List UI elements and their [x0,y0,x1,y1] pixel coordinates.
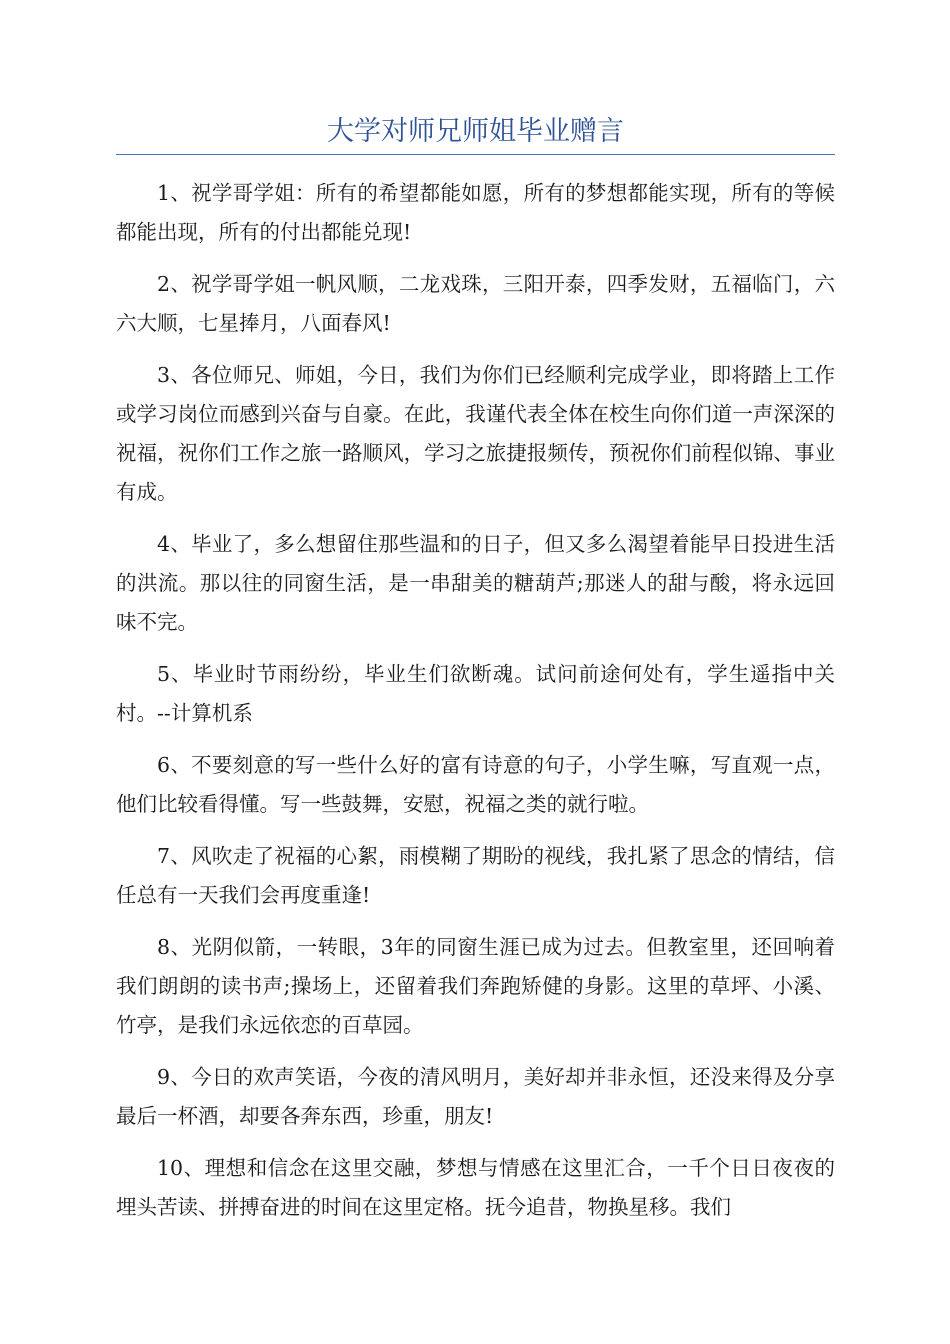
title-underline [116,154,835,155]
paragraph-1: 1、祝学哥学姐：所有的希望都能如愿，所有的梦想都能实现，所有的等候都能出现，所有的付出都能兑现! [116,181,835,244]
paragraph-7: 7、风吹走了祝福的心絮，雨模糊了期盼的视线，我扎紧了思念的情结，信任总有一天我们会再度重逢! [116,844,835,907]
paragraph-5: 5、毕业时节雨纷纷，毕业生们欲断魂。试问前途何处有，学生遥指中关村。--计算机系 [116,662,835,725]
document-title: 大学对师兄师姐毕业赠言 [327,116,624,147]
paragraph-10: 10、理想和信念在这里交融，梦想与情感在这里汇合，一千个日日夜夜的埋头苦读、拼搏奋进的时间在这里定格。抚今追昔，物换星移。我们 [116,1156,835,1219]
paragraph-9: 9、今日的欢声笑语，今夜的清风明月，美好却并非永恒，还没来得及分享最后一杯酒，却要各奔东西，珍重，朋友! [116,1065,835,1128]
paragraph-6: 6、不要刻意的写一些什么好的富有诗意的句子，小学生嘛，写直观一点，他们比较看得懂。写一些鼓舞，安慰，祝福之类的就行啦。 [116,753,835,816]
paragraph-8: 8、光阴似箭，一转眼，3年的同窗生涯已成为过去。但教室里，还回响着我们朗朗的读书声;操场上，还留着我们奔跑矫健的身影。这里的草坪、小溪、竹亭，是我们永远依恋的百草园。 [116,935,835,1037]
document-body [116,174,835,1240]
paragraph-4: 4、毕业了，多么想留住那些温和的日子，但又多么渴望着能早日投进生活的洪流。那以往的同窗生活，是一串甜美的糖葫芦;那迷人的甜与酸，将永远回味不完。 [116,532,835,634]
paragraph-3: 3、各位师兄、师姐，今日，我们为你们已经顺利完成学业，即将踏上工作或学习岗位而感到兴奋与自豪。在此，我谨代表全体在校生向你们道一声深深的祝福，祝你们工作之旅一路顺风，学习之旅捷报频传，预祝你们前程似锦、事业有成。 [116,363,835,504]
paragraph-2: 2、祝学哥学姐一帆风顺，二龙戏珠，三阳开泰，四季发财，五福临门，六六大顺，七星捧月，八面春风! [116,272,835,335]
